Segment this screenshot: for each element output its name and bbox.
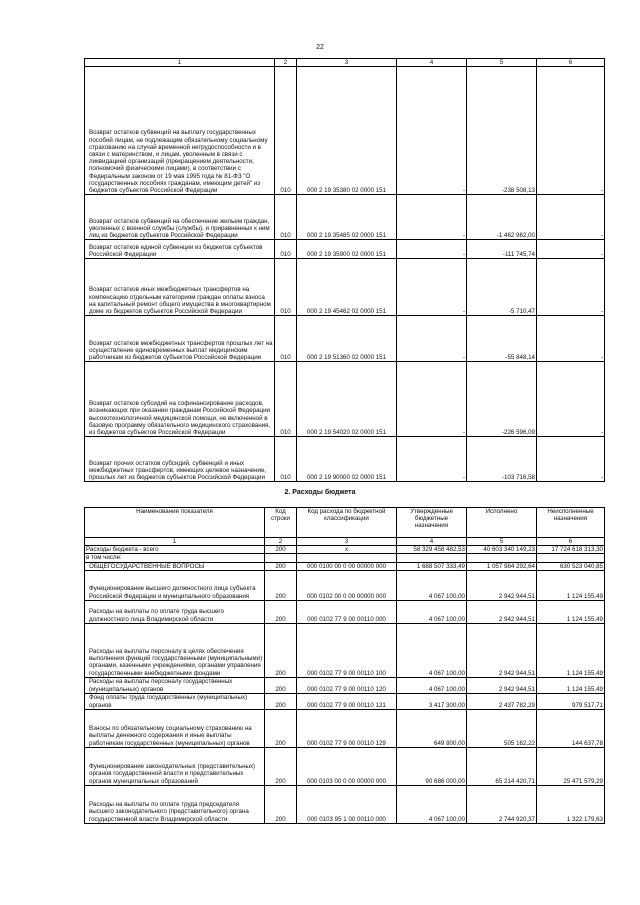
row-approved: -	[397, 437, 467, 482]
row-executed: 65 214 420,71	[467, 747, 537, 785]
row-unexecuted: 1 124 155,49	[537, 677, 605, 693]
row-unexecuted: -	[537, 437, 605, 482]
row-name: Функционирование законодательных (представительных) органов государственной власти и представительных органов муниципальных образований	[85, 747, 265, 785]
row-code: 200	[265, 785, 297, 823]
income-returns-table	[84, 58, 605, 482]
table-row	[85, 570, 605, 600]
table-row	[85, 677, 605, 693]
row-name: Расходы на выплаты по оплате труда высшего должностного лица Владимирской области	[85, 600, 265, 623]
col-number: 2	[265, 538, 297, 546]
row-name: Возврат остатков субвенций на выплату государственных пособий лицам, не подлежащим обязательному социальному страхованию на случай временной нетрудоспособности и в связи с материнством, и лицам, уволенным в связи с ликвидацией организаций (прекращением деятельности, полномочий физическими лицами), в соответствии с Федеральным законом от 19 мая 1995 года № 81-ФЗ "О государственных пособиях гражданам, имеющим детей" из бюджетов субъектов Российской Федерации	[85, 67, 275, 195]
row-approved: -	[397, 195, 467, 240]
col-number: 5	[467, 59, 537, 67]
row-approved: 649 800,00	[397, 709, 467, 747]
table-row	[85, 316, 605, 362]
row-code: 010	[275, 259, 297, 316]
header-row	[85, 508, 605, 538]
column-header: Код строки	[265, 508, 297, 538]
row-executed: 2 744 920,37	[467, 785, 537, 823]
row-kbk: 000 2 19 90000 02 0000 151	[297, 437, 397, 482]
col-number: 1	[85, 59, 275, 67]
row-code: 200	[265, 677, 297, 693]
row-code: 010	[275, 195, 297, 240]
column-header: Утвержденные бюджетные назначения	[397, 508, 467, 538]
row-approved: -	[397, 240, 467, 259]
row-kbk	[297, 554, 397, 562]
row-kbk: 000 2 19 54020 02 0000 151	[297, 362, 397, 437]
row-code	[265, 554, 297, 562]
row-code: 010	[275, 437, 297, 482]
column-number-row	[85, 59, 605, 67]
row-kbk: 000 2 19 35485 02 0000 151	[297, 195, 397, 240]
column-header: Наименование показателя	[85, 508, 265, 538]
row-approved: 1 688 507 333,49	[397, 562, 467, 570]
row-name: Возврат остатков межбюджетных трансфертов прошлых лет на осуществление единовременных выплат медицинским работникам из бюджетов субъектов Российской Федерации	[85, 316, 275, 362]
table-row	[85, 67, 605, 195]
row-executed: 1 057 984 292,64	[467, 562, 537, 570]
table-row	[85, 554, 605, 562]
col-number: 3	[297, 59, 397, 67]
row-approved: 3 417 300,00	[397, 693, 467, 709]
row-code: 200	[265, 693, 297, 709]
row-executed: -103 716,58	[467, 437, 537, 482]
row-executed: 40 603 340 149,23	[467, 546, 537, 554]
row-executed: -111 745,74	[467, 240, 537, 259]
row-unexecuted: 1 322 179,63	[537, 785, 605, 823]
row-approved: -	[397, 362, 467, 437]
row-code: 200	[265, 709, 297, 747]
row-approved: 4 067 100,00	[397, 785, 467, 823]
table-row	[85, 709, 605, 747]
row-kbk: 000 2 19 35380 02 0000 151	[297, 67, 397, 195]
row-approved	[397, 554, 467, 562]
column-number-row	[85, 538, 605, 546]
column-header: Неисполненные назначения	[537, 508, 605, 538]
row-unexecuted: 1 124 155,49	[537, 623, 605, 677]
row-kbk: 000 0102 77 9 00 00110 100	[297, 623, 397, 677]
row-name: Возврат остатков субсидий на софинансирование расходов, возникающих при оказании гражданам Российской Федерации высокотехнологичной медицинской помощи, не включенной в базовую программу обязательного медицинского страхования, из бюджетов субъектов Российской Федерации	[85, 362, 275, 437]
row-kbk: 000 2 19 35900 02 0000 151	[297, 240, 397, 259]
row-kbk: 000 0102 77 9 00 00110 121	[297, 693, 397, 709]
row-kbk: 000 2 19 45462 02 0000 151	[297, 259, 397, 316]
row-unexecuted: -	[537, 316, 605, 362]
table-row	[85, 240, 605, 259]
row-kbk: 000 0103 00 0 00 00000 000	[297, 747, 397, 785]
row-unexecuted: -	[537, 362, 605, 437]
table-row	[85, 562, 605, 570]
row-unexecuted: -	[537, 195, 605, 240]
row-approved: -	[397, 259, 467, 316]
row-approved: -	[397, 316, 467, 362]
column-header: Исполнено	[467, 508, 537, 538]
row-name: Расходы бюджета - всего	[85, 546, 265, 554]
row-name: Возврат остатков иных межбюджетных трансфертов на компенсацию отдельным категориям граждан оплаты взноса на капитальный ремонт общего имущества в многоквартирном доме из бюджетов субъектов Российской Федерации	[85, 259, 275, 316]
row-name: Взносы по обязательному социальному страхованию на выплаты денежного содержания и иные выплаты работникам государственных (муниципальных) органов	[85, 709, 265, 747]
page-number: 22	[316, 44, 324, 51]
row-unexecuted: 144 637,78	[537, 709, 605, 747]
col-number: 4	[397, 59, 467, 67]
row-kbk: 000 0102 77 9 00 00110 129	[297, 709, 397, 747]
row-kbk: 000 0102 77 9 00 00110 000	[297, 600, 397, 623]
col-number: 2	[275, 59, 297, 67]
row-name: Расходы на выплаты по оплате труда председателя высшего законодательного (представительного) органа государственной власти Владимирской области	[85, 785, 265, 823]
row-approved: 4 067 100,00	[397, 600, 467, 623]
row-approved: -	[397, 67, 467, 195]
row-code: 200	[265, 623, 297, 677]
row-approved: 4 067 100,00	[397, 623, 467, 677]
row-unexecuted: -	[537, 67, 605, 195]
row-executed: 2 437 782,29	[467, 693, 537, 709]
row-name: Расходы на выплаты персоналу в целях обеспечения выполнения функций государственными (муниципальными) органами, казенными учреждениями, органами управления государственными внебюджетными фондами	[85, 623, 265, 677]
col-number: 1	[85, 538, 265, 546]
table-row	[85, 362, 605, 437]
row-unexecuted: 17 724 618 313,30	[537, 546, 605, 554]
col-number: 6	[537, 538, 605, 546]
row-unexecuted	[537, 554, 605, 562]
row-unexecuted: -	[537, 259, 605, 316]
row-unexecuted: -	[537, 240, 605, 259]
row-code: 010	[275, 316, 297, 362]
column-header: Код расхода по бюджетной классификации	[297, 508, 397, 538]
section-title: 2. Расходы бюджета	[284, 489, 356, 496]
row-name: ОБЩЕГОСУДАРСТВЕННЫЕ ВОПРОСЫ	[85, 562, 265, 570]
col-number: 5	[467, 538, 537, 546]
table-row	[85, 600, 605, 623]
table-row	[85, 693, 605, 709]
row-executed: 2 942 944,51	[467, 600, 537, 623]
row-executed: 2 942 944,51	[467, 570, 537, 600]
row-executed: -55 848,14	[467, 316, 537, 362]
row-approved: 4 067 100,00	[397, 570, 467, 600]
row-kbk: 000 0103 95 1 00 00110 000	[297, 785, 397, 823]
table-row	[85, 437, 605, 482]
row-name: Расходы на выплаты персоналу государственных (муниципальных) органов	[85, 677, 265, 693]
row-unexecuted: 1 124 155,49	[537, 570, 605, 600]
row-name: Фонд оплаты труда государственных (муниципальных) органов	[85, 693, 265, 709]
col-number: 6	[537, 59, 605, 67]
row-code: 200	[265, 570, 297, 600]
row-executed	[467, 554, 537, 562]
expense-table	[84, 507, 605, 824]
col-number: 4	[397, 538, 467, 546]
row-kbk: x	[297, 546, 397, 554]
table-row	[85, 195, 605, 240]
row-code: 200	[265, 747, 297, 785]
row-executed: -226 596,09	[467, 362, 537, 437]
row-code: 010	[275, 240, 297, 259]
table-row	[85, 785, 605, 823]
row-executed: 505 162,22	[467, 709, 537, 747]
row-executed: 2 942 944,51	[467, 623, 537, 677]
row-kbk: 000 0100 00 0 00 00000 000	[297, 562, 397, 570]
table-row	[85, 546, 605, 554]
table-row	[85, 747, 605, 785]
row-executed: -1 462 962,00	[467, 195, 537, 240]
row-approved: 4 067 100,00	[397, 677, 467, 693]
row-kbk: 000 2 19 51360 02 0000 151	[297, 316, 397, 362]
row-name: в том числе:	[85, 554, 265, 562]
row-code: 200	[265, 546, 297, 554]
table-row	[85, 623, 605, 677]
row-unexecuted: 1 124 155,49	[537, 600, 605, 623]
row-unexecuted: 630 523 040,85	[537, 562, 605, 570]
row-code: 200	[265, 562, 297, 570]
row-code: 200	[265, 600, 297, 623]
row-code: 010	[275, 67, 297, 195]
col-number: 3	[297, 538, 397, 546]
row-unexecuted: 25 471 579,29	[537, 747, 605, 785]
row-executed: -5 710,47	[467, 259, 537, 316]
row-name: Возврат прочих остатков субсидий, субвенций и иных межбюджетных трансфертов, имеющих целевое назначение, прошлых лет из бюджетов субъектов Российской Федерации	[85, 437, 275, 482]
row-kbk: 000 0102 77 9 00 00110 120	[297, 677, 397, 693]
table-row	[85, 259, 605, 316]
row-name: Возврат остатков субвенций на обеспечение жильем граждан, уволенных с военной службы (службы), и приравненных к ним лиц из бюджетов субъектов Российской Федерации	[85, 195, 275, 240]
row-approved: 58 329 458 482,53	[397, 546, 467, 554]
row-name: Функционирование высшего должностного лица субъекта Российской Федерации и муниципального образования	[85, 570, 265, 600]
row-executed: 2 942 944,51	[467, 677, 537, 693]
row-name: Возврат остатков единой субвенции из бюджетов субъектов Российской Федерации	[85, 240, 275, 259]
row-approved: 90 686 000,00	[397, 747, 467, 785]
row-unexecuted: 979 517,71	[537, 693, 605, 709]
row-kbk: 000 0102 00 0 00 00000 000	[297, 570, 397, 600]
row-executed: -238 508,13	[467, 67, 537, 195]
row-code: 010	[275, 362, 297, 437]
